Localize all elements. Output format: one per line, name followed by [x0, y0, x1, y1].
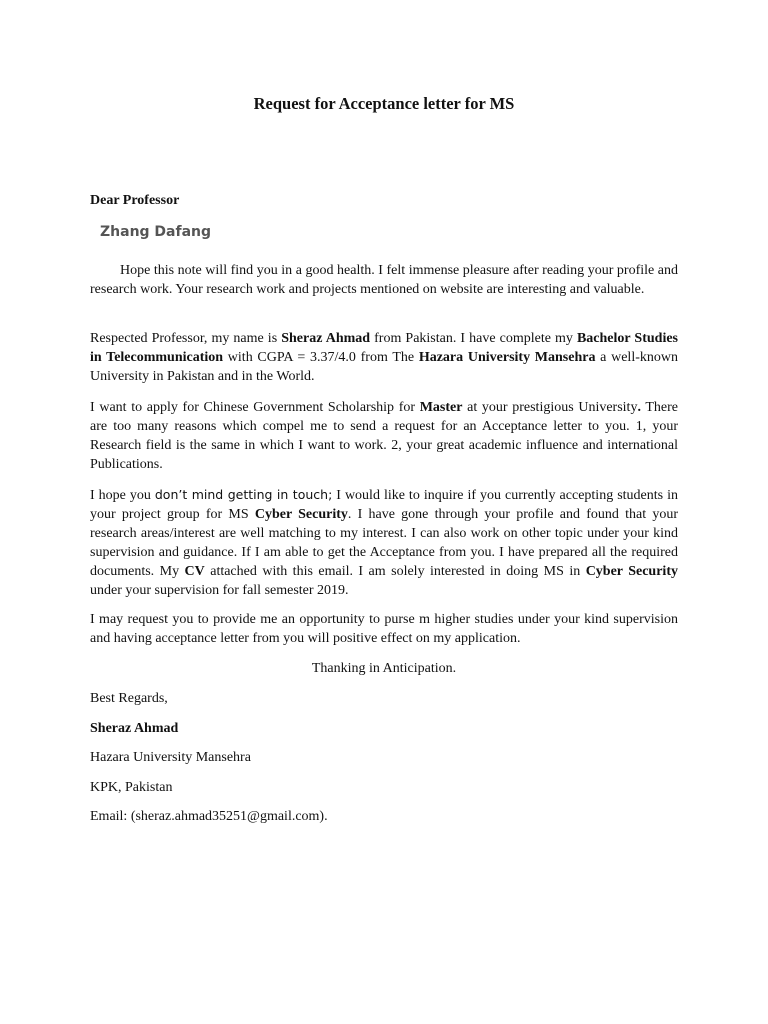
signature-name: Sheraz Ahmad: [90, 721, 179, 736]
paragraph-request: I may request you to provide me an opportunity to purse m higher studies under your kind supervision and having acceptance letter from you will positive effect on my application.: [90, 612, 678, 646]
closing: Best Regards,: [90, 691, 168, 706]
signature-email: Email: (sheraz.ahmad35251@gmail.com).: [90, 809, 328, 824]
signature-organization: Hazara University Mansehra: [90, 750, 251, 765]
professor-name: Zhang Dafang: [100, 224, 212, 240]
paragraph-background: Respected Professor, my name is Sheraz Ahmad from Pakistan. I have complete my Bachelor Studies in Telecommunication with CGPA = 3.37/4.0 from The Hazara University Mansehra a well-known University in Pakistan and in the World.: [90, 331, 678, 384]
paragraph-inquiry: I hope you don’t mind getting in touch; I would like to inquire if you currently accepting students in your project group for MS Cyber Security. I have gone through your profile and found that your research areas/interest are well matching to my interest. I can also work on other topic under your kind supervision and guidance. If I am able to get the Acceptance from you. I have prepared all the required documents. My CV attached with this email. I am solely interested in doing MS in Cyber Security under your supervision for fall semester 2019.: [90, 487, 678, 598]
paragraph-scholarship: I want to apply for Chinese Government Scholarship for Master at your prestigious University. There are too many reasons which compel me to send a request for an Acceptance letter to you. 1, your Research field is the same in which I want to work. 2, your great academic influence and international Publications.: [90, 400, 679, 472]
letter-title: Request for Acceptance letter for MS: [253, 94, 515, 113]
paragraph-intro: Hope this note will find you in a good health. I felt immense pleasure after reading your profile and research work. Your research work and projects mentioned on website are interesting and valuable.: [90, 263, 678, 297]
signature-location: KPK, Pakistan: [90, 780, 173, 795]
salutation: Dear Professor: [90, 193, 180, 208]
thanks-line: Thanking in Anticipation.: [311, 661, 457, 676]
